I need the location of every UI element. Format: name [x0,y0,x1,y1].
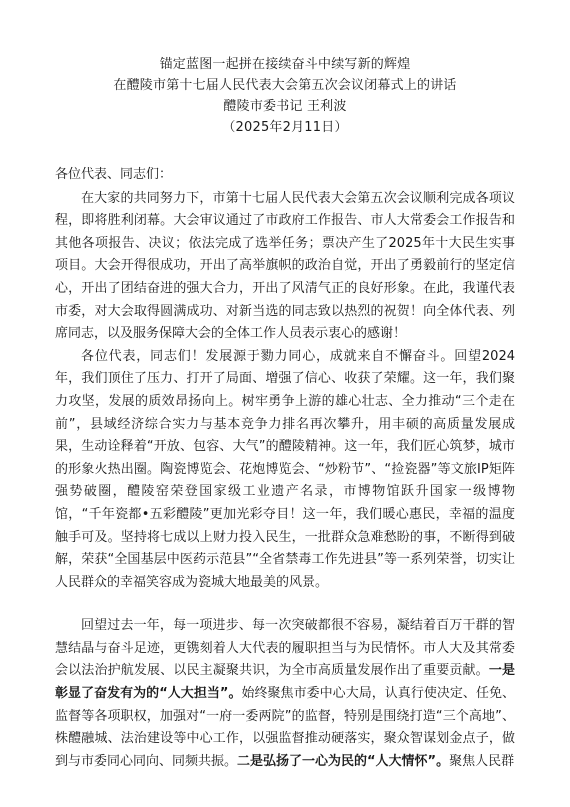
speech-body [55,164,515,773]
point-two-heading: 二是弘扬了一心为民的“人大情怀”。 [237,753,450,769]
point-one-text: 始终聚焦市委中心大局，认真行使决定、任免、监督等各项职权，加强对“一府一委两院”的监督，特别是围绕打造“三个高地”、株醴融城、法治建设等中心工作，以强监督推动硬落实，聚众智谋划金点子，做到与市委同心同向、同频共振。 [55,686,515,769]
document-header [0,54,570,138]
document-title: 锚定蓝图一起拼在接续奋斗中续写新的辉煌 [159,57,411,72]
speaker-line: 醴陵市委书记 王利波 [223,99,347,114]
speech-date: （2025年2月11日） [222,120,348,135]
point-two-text: 聚焦人民群 [449,753,515,769]
salutation: 各位代表、同志们： [55,167,173,182]
point-one-heading: 一是彰显了奋发有为的“人大担当”。 [55,663,515,702]
paragraph-2: 各位代表，同志们！发展源于勠力同心，成就来自不懈奋斗。回望2024年，我们顶住了压力、打开了局面、增强了信心、收获了荣耀。这一年，我们聚力攻坚，发展的质效昂扬向上。树牢勇争上游的雄心壮志、全力推动“三个走在前”，县域经济综合实力与基本竞争力排名再次攀升，用丰硕的高质量发展成果，生动诠释着“开放、包容、大气”的醴陵精神。这一年，我们匠心筑梦，城市的形象火热出圈。陶瓷博览会、花炮博览会、“炒粉节”、“捡瓷器”等文旅IP矩阵强势破圈，醴陵窑荣登国家级工业遗产名录，市博物馆跃升国家一级博物馆，“千年瓷都•五彩醴陵”更加光彩夺目！这一年，我们暖心惠民，幸福的温度触手可及。坚持将七成以上财力投入民生，一批群众急难愁盼的事，不断得到破解，荣获“全国基层中医药示范县”“全省禁毒工作先进县”等一系列荣誉，切实让人民群众的幸福笑容成为瓷城大地最美的风景。 [55,348,515,590]
paragraph-3-intro: 回望过去一年，每一项进步、每一次突破都很不容易，凝结着百万干群的智慧结晶与奋斗足迹，更镌刻着人大代表的履职担当与为民情怀。市人大及其常委会以法治护航发展、以民主凝聚共识，为全市高质量发展作出了重要贡献。 [55,618,515,679]
paragraph-3 [55,615,515,773]
paragraph-1: 在大家的共同努力下，市第十七届人民代表大会第五次会议顺利完成各项议程，即将胜利闭幕。大会审议通过了市政府工作报告、市人大常委会工作报告和其他各项报告、决议；依法完成了选举任务；票决产生了2025年十大民生实事项目。大会开得很成功，开出了高举旗帜的政治自觉，开出了勇毅前行的坚定信心，开出了团结奋进的强大合力，开出了风清气正的良好形象。在此，我谨代表市委，对大会取得圆满成功、对新当选的同志致以热烈的祝贺！向全体代表、列席同志，以及服务保障大会的全体工作人员表示衷心的感谢！ [55,190,515,342]
document-subtitle: 在醴陵市第十七届人民代表大会第五次会议闭幕式上的讲话 [113,78,457,93]
